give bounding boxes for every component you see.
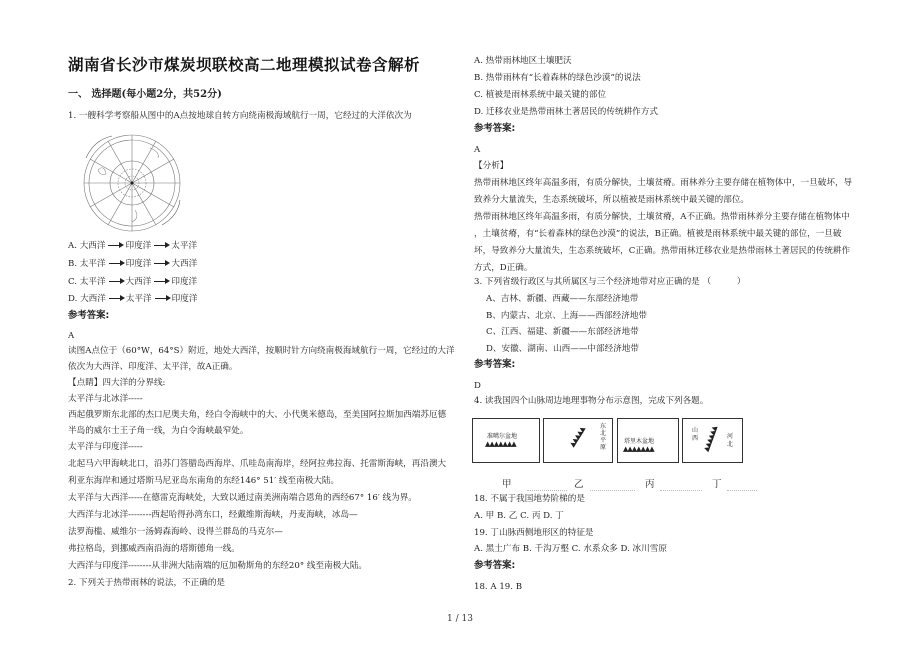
label-char: 西	[692, 435, 699, 442]
divider	[727, 490, 757, 491]
arrow-right-icon	[154, 245, 168, 246]
q1-explanation-line: 太平洋与印度洋-----	[68, 442, 143, 452]
option-part: 大西洋	[79, 241, 106, 251]
panel-caption: 丁	[712, 479, 722, 490]
q4-answer: 18. A 19. B	[474, 582, 523, 592]
panel-jia	[472, 418, 540, 463]
panel-caption: 甲	[502, 479, 512, 490]
q1-explanation-line: 北起马六甲海峡北口，沿苏门答腊岛西海岸、爪哇岛南海岸，经阿拉弗拉海、托雷斯海峡，再沿澳大	[68, 459, 447, 469]
q2-option-b[interactable]: B. 热带雨林有“长着森林的绿色沙漠”的说法	[474, 73, 641, 83]
option-part: 大西洋	[125, 277, 152, 287]
q18-stem: 18. 不属于我国地势阶梯的是	[474, 494, 585, 504]
arrow-right-icon	[109, 281, 123, 282]
option-letter: D.	[68, 294, 78, 304]
panel-caption: 乙	[574, 479, 584, 490]
divider	[590, 490, 635, 491]
option-part: 印度洋	[171, 294, 198, 304]
label-char: 原	[600, 444, 607, 451]
q2-analysis-line: 致养分大量流失，生态系统破坏，所以植被是雨林系统中最关键的部位。	[474, 195, 750, 205]
page-number: 1 / 13	[447, 614, 473, 624]
basin-label: 塔里木盆地	[624, 438, 655, 445]
panel-caption: 丙	[645, 479, 655, 490]
q1-explanation-line: 读图A点位于（60°W，64°S）附近，地处大西洋，按顺时针方向绕南极海域航行一周，它经过的大洋	[68, 346, 455, 356]
q3-stem: 3. 下列省级行政区与其所属区与三个经济地带对应正确的是 （ ）	[474, 277, 746, 287]
q1-option-b[interactable]	[68, 258, 197, 270]
arrow-right-icon	[108, 245, 122, 246]
q2-analysis-line: 方式，D正确。	[474, 263, 533, 273]
arrow-right-icon	[154, 263, 168, 264]
q2-stem: 2. 下列关于热带雨林的说法，不正确的是	[68, 578, 226, 588]
q3-option-a[interactable]: A、吉林、新疆、西藏——东部经济地带	[486, 294, 639, 304]
option-part: 印度洋	[125, 241, 152, 251]
q2-answer: A	[474, 145, 481, 155]
q1-explanation-line: 西起俄罗斯东北部的杰口尼奥夫角，经白令海峡中的大、小代奥米德岛，至美国阿拉斯加西端苏厄德	[68, 410, 447, 420]
q2-analysis-line: 热带雨林地区终年高温多雨，有质分解快，土壤贫瘠，A不正确。热带雨林养分主要存储在植物体中	[474, 212, 850, 222]
q18-options[interactable]: A. 甲 B. 乙 C. 丙 D. 丁	[474, 511, 564, 521]
q1-option-a[interactable]	[68, 240, 197, 252]
q2-option-c[interactable]: C. 植被是雨林系统中最关键的部位	[474, 90, 607, 100]
option-letter: A.	[68, 241, 77, 251]
q2-option-a[interactable]: A. 热带雨林地区土壤肥沃	[474, 56, 572, 66]
q1-answer-label: 参考答案:	[68, 310, 110, 321]
q19-options[interactable]: A. 黑土广布 B. 千沟万壑 C. 水系众多 D. 冰川雪原	[474, 544, 667, 554]
divider	[527, 490, 567, 491]
option-part: 太平洋	[125, 294, 152, 304]
option-letter: C.	[68, 277, 78, 287]
q2-answer-label: 参考答案:	[474, 123, 516, 134]
q3-answer-label: 参考答案:	[474, 359, 516, 370]
label-char: 河	[727, 433, 734, 440]
mountain-diagram-figure	[472, 418, 772, 488]
option-part: 大西洋	[80, 294, 106, 304]
arrow-right-icon	[109, 263, 123, 264]
panel-ding	[682, 418, 743, 463]
q1-explanation-line: 大西洋与印度洋--------从非洲大陆南端的厄加勒斯角的东经20° 线至南极大陆。	[68, 561, 368, 571]
shanxi-label	[692, 427, 698, 443]
mountain-range-icon: ▲▲▲▲▲▲	[701, 425, 719, 453]
q1-explanation-line: 太平洋与大西洋-----在德雷克海峡处，大致以通过南美洲南端合恩角的西经67° 16′ 线为界。	[68, 493, 417, 503]
label-char: 平	[600, 437, 607, 444]
q3-option-b[interactable]: B、内蒙古、北京、上海——西部经济地带	[486, 311, 648, 321]
option-part: 大西洋	[171, 259, 198, 269]
q1-stem: 1. 一艘科学考察船从图中的A点按地球自转方向绕南极海域航行一周，它经过的大洋依次为	[68, 111, 412, 121]
q1-answer: A	[68, 331, 75, 341]
q1-option-d[interactable]	[68, 293, 197, 305]
option-part: 太平洋	[79, 259, 106, 269]
mountain-range-icon: ▲▲▲▲▲▲▲	[485, 440, 516, 448]
q3-option-c[interactable]: C、江西、福建、新疆——东部经济地带	[486, 327, 639, 337]
q1-explanation-line: 大西洋与北冰洋--------西起哈得孙湾东口，经戴维斯海峡，丹麦海峡，冰岛—	[68, 510, 358, 520]
q19-stem: 19. 丁山脉西侧地形区的特征是	[474, 528, 594, 538]
option-part: 印度洋	[171, 277, 198, 287]
q3-option-d[interactable]: D、安徽、湖南、山西——中部经济地带	[486, 344, 639, 354]
hebei-label	[727, 433, 733, 449]
option-part: 太平洋	[79, 277, 106, 287]
q2-option-d[interactable]: D. 迁移农业是热带雨林土著居民的传统耕作方式	[474, 107, 658, 117]
q1-explanation-line: 法罗海槛、威维尔一汤姆森海岭、设得兰群岛的马克尔—	[68, 527, 283, 537]
basin-label: 准噶尔盆地	[487, 433, 518, 440]
option-part: 印度洋	[125, 259, 152, 269]
label-char: 北	[600, 430, 607, 437]
q1-option-c[interactable]	[68, 276, 197, 288]
q2-analysis-line: 坏，导致养分大量流失，生态系统破坏，C正确。热带雨林迁移农业是热带雨林土著居民的传统耕作	[474, 246, 851, 256]
label-char: 北	[727, 441, 734, 448]
q1-explanation-line: 依次为大西洋、印度洋、太平洋，故A正确。	[68, 362, 238, 372]
q1-explanation-line: 弗拉格岛，到挪威西南沿海的塔斯德角一线。	[68, 544, 240, 554]
q1-explanation-line: 【点睛】四大洋的分界线:	[68, 378, 166, 388]
q1-explanation-line: 半岛的威尔士王子角一线，为白令海峡最窄处。	[68, 426, 249, 436]
divider	[660, 490, 702, 491]
plain-label	[600, 423, 607, 451]
mountain-range-icon: ▲▲▲▲▲▲▲	[623, 445, 654, 453]
option-part: 太平洋	[171, 241, 198, 251]
label-char: 东	[600, 423, 607, 430]
q1-explanation-line: 太平洋与北冰洋-----	[68, 394, 143, 404]
q2-analysis-line: 热带雨林地区终年高温多雨，有质分解快，土壤贫瘠。雨林养分主要存储在植物体中，一旦破坏，导	[474, 178, 853, 188]
panel-yi	[543, 418, 613, 463]
south-pole-polar-map-figure	[80, 130, 190, 235]
q1-explanation-line: 利亚东海岸和通过塔斯马尼亚岛东南角的东经146° 51′ 线至南极大陆。	[68, 476, 340, 486]
arrow-right-icon	[109, 298, 123, 299]
q3-answer: D	[474, 381, 481, 391]
q4-stem: 4. 读我国四个山脉周边地理事物分布示意图，完成下列各题。	[474, 396, 709, 406]
q2-analysis-label: 【分析】	[474, 161, 509, 171]
arrow-right-icon	[155, 298, 169, 299]
label-char: 山	[692, 427, 699, 434]
q4-answer-label: 参考答案:	[474, 560, 516, 571]
q2-analysis-line: ，土壤贫瘠，有“长着森林的绿色沙漠”的说法，B正确。植被是雨林系统中最关键的部位，一旦破	[474, 229, 842, 239]
panel-bing	[617, 418, 679, 463]
section-heading: 一、 选择题(每小题2分，共52分)	[68, 89, 222, 100]
mountain-range-icon: ▲▲▲▲▲	[567, 425, 587, 449]
option-letter: B.	[68, 259, 78, 269]
document-title: 湖南省长沙市煤炭坝联校高二地理模拟试卷含解析	[68, 56, 421, 74]
arrow-right-icon	[154, 281, 168, 282]
